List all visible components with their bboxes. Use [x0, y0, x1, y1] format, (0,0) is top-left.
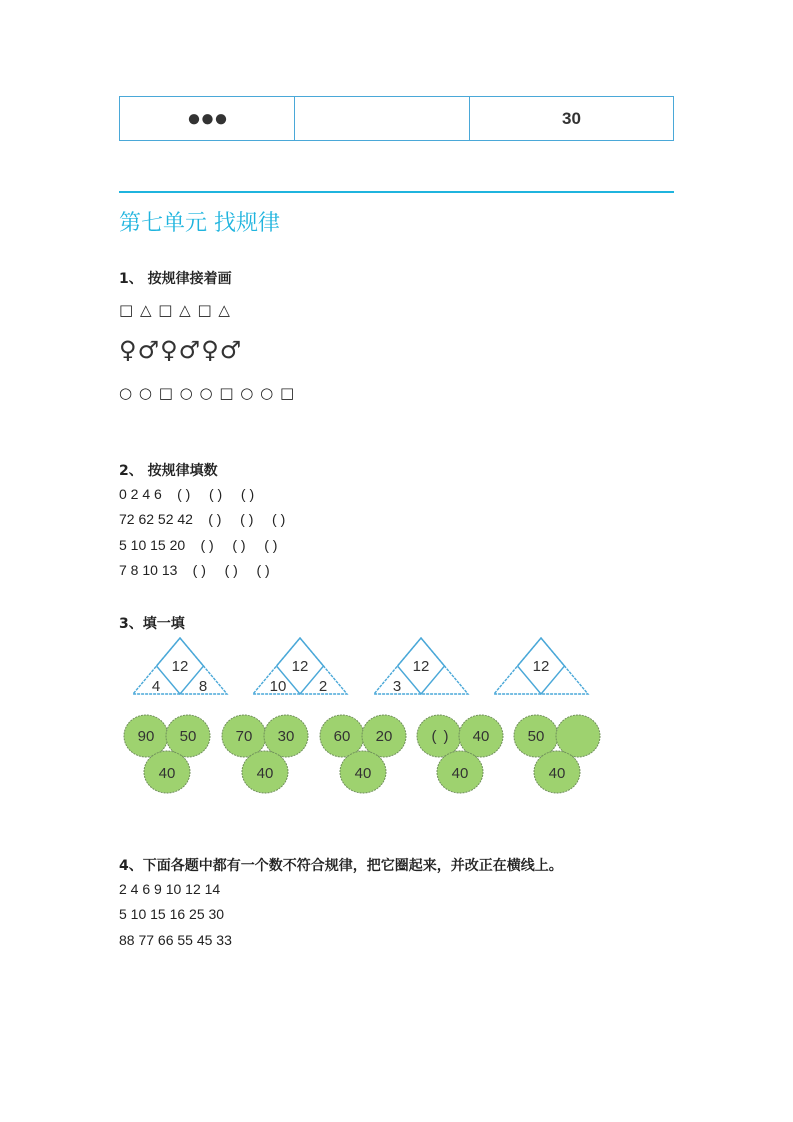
triangle-left-number: 4 — [151, 678, 161, 695]
answer-blank[interactable]: ( ) — [256, 562, 270, 578]
clover-bottom-number: 40 — [354, 765, 372, 782]
score-value: 30 — [470, 97, 674, 141]
triangle-top-number: 12 — [532, 658, 550, 675]
empty-cell — [295, 97, 470, 141]
clover-bottom-number: 40 — [256, 765, 274, 782]
answer-blank[interactable]: ( ) — [232, 537, 246, 553]
triangle-right-number: 8 — [198, 678, 208, 695]
question-2-title: 2、 按规律填数 — [119, 463, 218, 479]
number-triangle — [253, 638, 347, 695]
clover-right-number: 50 — [179, 728, 197, 745]
number-clover — [514, 715, 600, 793]
number-clover — [320, 715, 406, 793]
triangle-right-number: 2 — [318, 678, 328, 695]
clover-left-number: 60 — [333, 728, 351, 745]
clover-bottom-number: 40 — [158, 765, 176, 782]
triangle-top-number: 12 — [171, 658, 189, 675]
sequence-numbers: 5 10 15 20 — [119, 537, 186, 553]
number-sequence-row — [119, 511, 293, 527]
answer-blank[interactable]: ( ) — [192, 562, 206, 578]
error-sequence-row[interactable]: 88 77 66 55 45 33 — [119, 932, 232, 948]
number-triangle — [374, 638, 468, 695]
unit-title: 第七单元 找规律 — [119, 211, 280, 236]
clover-left-number: 50 — [527, 728, 545, 745]
sequence-numbers: 0 2 4 6 — [119, 486, 162, 502]
sequence-numbers: 7 8 10 13 — [119, 562, 178, 578]
clover-bottom-number: 40 — [451, 765, 469, 782]
question-1-title: 1、 按规律接着画 — [119, 271, 232, 287]
answer-blank[interactable]: ( ) — [209, 486, 223, 502]
number-clover — [417, 715, 503, 793]
number-triangle — [133, 638, 227, 695]
triangle-left-number: 3 — [392, 678, 402, 695]
triangle-top-number: 12 — [412, 658, 430, 675]
clover-right-number: 30 — [277, 728, 295, 745]
error-sequence-row[interactable]: 2 4 6 9 10 12 14 — [119, 881, 221, 897]
answer-blank[interactable]: ( ) — [224, 562, 238, 578]
gender-symbol-sequence: ♀♂♀♂♀♂ — [119, 336, 243, 364]
svg-text:): ) — [443, 728, 449, 745]
error-sequence-row[interactable]: 5 10 15 16 25 30 — [119, 906, 225, 922]
number-sequence-row — [119, 562, 277, 578]
answer-blank[interactable]: ( ) — [264, 537, 278, 553]
answer-blank[interactable]: ( ) — [240, 511, 254, 527]
shape-sequence-3: ○ ○ □ ○ ○ □ ○ ○ □ — [119, 384, 296, 402]
rating-dots: ●●● — [120, 97, 295, 141]
answer-blank[interactable]: ( ) — [208, 511, 222, 527]
section-divider — [119, 191, 674, 193]
clover-right-number: 20 — [375, 728, 393, 745]
clover-bottom-number: 40 — [548, 765, 566, 782]
clover-left-number: 70 — [235, 728, 253, 745]
triangle-top-number: 12 — [291, 658, 309, 675]
score-table — [119, 96, 674, 141]
number-triangle — [494, 638, 588, 694]
clover-right-number: 40 — [472, 728, 490, 745]
triangle-left-number: 10 — [269, 678, 287, 695]
clover-left-number: 90 — [137, 728, 155, 745]
question-3-title: 3、填一填 — [119, 616, 185, 632]
answer-blank[interactable]: ( ) — [272, 511, 286, 527]
number-clover — [222, 715, 308, 793]
question-4-title: 4、下面各题中都有一个数不符合规律，把它圈起来，并改正在横线上。 — [119, 858, 563, 874]
fill-in-figures — [119, 632, 619, 807]
sequence-numbers: 72 62 52 42 — [119, 511, 193, 527]
answer-blank[interactable]: ( ) — [177, 486, 191, 502]
answer-blank[interactable]: ( ) — [200, 537, 214, 553]
svg-text:(: ( — [431, 728, 437, 745]
number-clover — [124, 715, 210, 793]
shape-sequence-1: □ △ □ △ □ △ — [119, 301, 231, 319]
number-sequence-row — [119, 537, 285, 553]
number-sequence-row — [119, 486, 262, 502]
answer-blank[interactable]: ( ) — [240, 486, 255, 502]
